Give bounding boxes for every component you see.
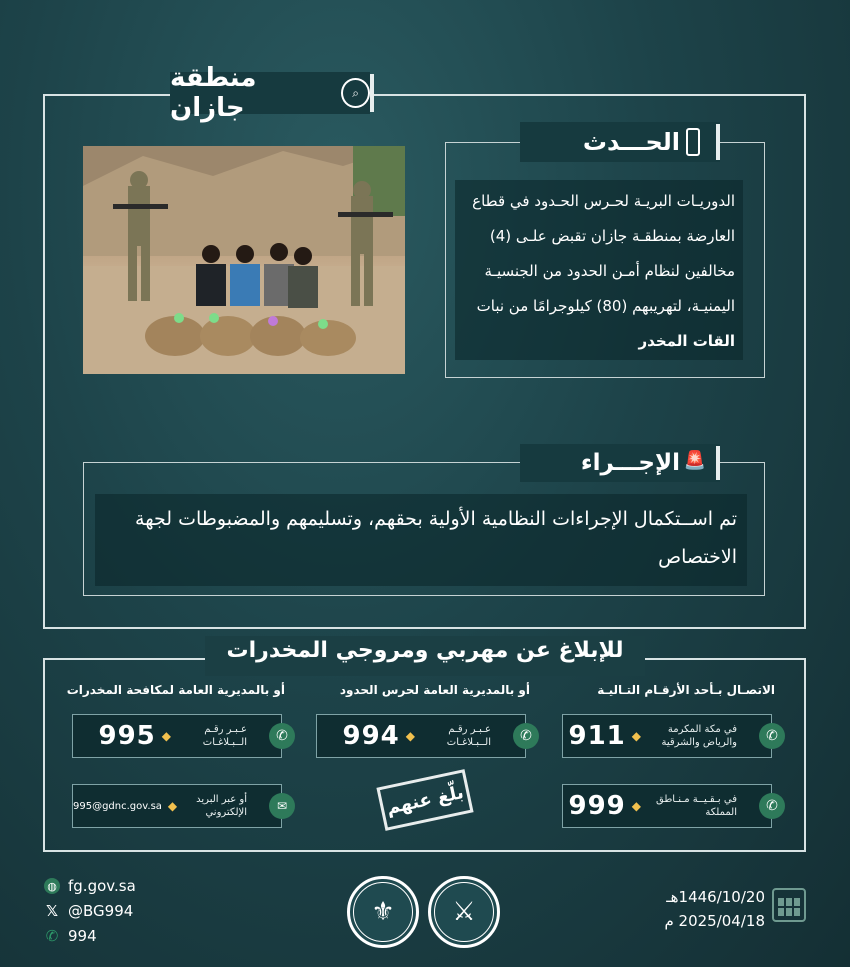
action-body (95, 494, 747, 586)
region-label-bar (370, 74, 374, 112)
arrow-icon: ◆ (161, 729, 171, 743)
hijri-date: 1446/10/20هـ (666, 888, 765, 906)
hotline-994-desc: عـبـر رقـم الــبـلاغـات (446, 724, 491, 748)
region-title: منطقة جازان (170, 63, 257, 123)
emblem-icon: ⚜ (353, 882, 413, 942)
siren-icon: 🚨 (683, 450, 707, 471)
action-label-bar (716, 446, 720, 480)
website-row[interactable] (44, 877, 136, 895)
hotline-911-desc: في مكة المكرمة والرياض والشرقية (661, 724, 737, 748)
phone-icon: ✆ (45, 927, 59, 945)
website-text: fg.gov.sa (68, 877, 136, 895)
event-body-bold: القات المخدر (638, 332, 735, 350)
seized-suspects-photo (83, 146, 405, 374)
hotline-994[interactable] (316, 714, 532, 758)
phone-icon: ✆ (269, 723, 295, 749)
hotline-911-number: 911 (568, 721, 626, 751)
x-row[interactable] (44, 902, 133, 920)
stamp-text: بلّغ عنهم (384, 781, 466, 819)
email-desc: أو عبر البريد الإلكتروني (196, 794, 247, 818)
hotline-995-number: 995 (98, 721, 156, 751)
x-handle: @BG994 (68, 902, 134, 920)
hotline-911[interactable] (562, 714, 778, 758)
col3-header: أو بالمديرية العامة لمكافحة المخدرات (66, 683, 285, 697)
hotline-995-desc: عـبـر رقـم الــبـلاغـات (202, 724, 247, 748)
calendar-icon (772, 888, 806, 922)
arrow-icon: ◆ (167, 799, 178, 813)
hotline-999-desc: في بـقـيــة مـنـاطق المملكة (656, 794, 737, 818)
action-title: الإجـــراء (580, 450, 680, 476)
x-icon: 𝕏 (45, 902, 59, 920)
event-body (455, 180, 743, 360)
event-title: الحـــدث (582, 128, 680, 156)
hotline-995[interactable] (72, 714, 288, 758)
hotline-999[interactable] (562, 784, 778, 828)
report-title: للإبلاغ عن مهربي ومروجي المخدرات (226, 638, 624, 663)
narcotics-control-seal (347, 876, 419, 948)
palm-swords-icon: ⚔ (434, 882, 494, 942)
border-guard-seal (428, 876, 500, 948)
hotline-994-number: 994 (342, 721, 400, 751)
phone-number: 994 (68, 927, 97, 945)
mail-icon: ✉ (269, 793, 295, 819)
arrow-icon: ◆ (631, 799, 641, 813)
event-label-bar (716, 124, 720, 160)
event-body-text: الدوريـات البريـة لحـرس الحـدود في قطاع العارضة بمنطقـة جازان تقبض علـى (4) مخالفين لنظام أمـن الحدود من الجنسيـة اليمنيـة، لتهريبهم (80) كيلوجرامًا من نبات (472, 192, 735, 315)
hotline-999-number: 999 (568, 791, 626, 821)
phone-row[interactable] (44, 927, 97, 945)
arrow-icon: ◆ (405, 729, 415, 743)
phone-icon: ✆ (759, 793, 785, 819)
email-contact[interactable] (72, 784, 288, 828)
radio-icon (686, 128, 700, 156)
email-address[interactable]: 995@gdnc.gov.sa (73, 800, 162, 812)
col1-header: الاتصـال بـأحد الأرقـام التـاليـة (597, 683, 775, 697)
greg-date: 2025/04/18 م (664, 912, 765, 930)
search-map-icon: ⌕ (341, 78, 370, 108)
phone-icon: ✆ (759, 723, 785, 749)
col2-header: أو بالمديرية العامة لحرس الحدود (339, 683, 530, 697)
arrow-icon: ◆ (631, 729, 641, 743)
region-label (170, 63, 370, 123)
phone-icon: ✆ (513, 723, 539, 749)
globe-icon: ◍ (44, 878, 60, 894)
action-body-text: تم اســتكمال الإجراءات النظامية الأولية بحقهم، وتسليمهم والمضبوطات لجهة الاختصاص (135, 508, 737, 568)
